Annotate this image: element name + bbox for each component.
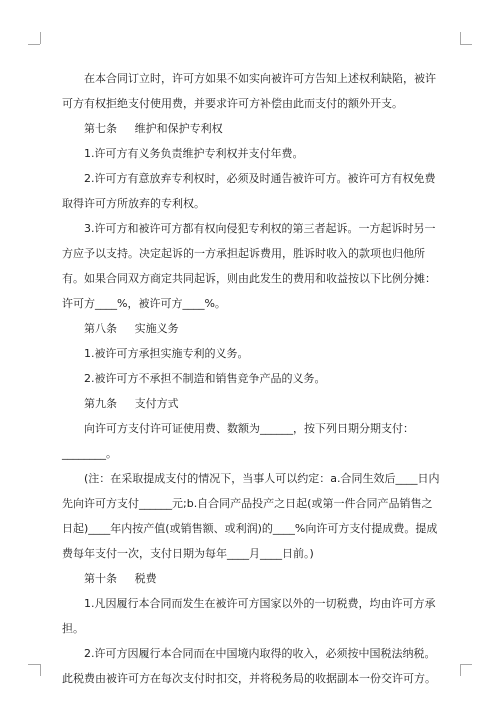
paragraph: 1.凡因履行本合同而发生在被许可方国家以外的一切税费，均由许可方承担。 [62, 597, 436, 635]
paragraph: 2.许可方因履行本合同而在中国境内取得的收入，必须按中国税法纳税。此税费由被许可方在每次支付时扣交，并将税务局的收据副本一份交许可方。 [62, 647, 436, 685]
article-title: 实施义务 [134, 322, 179, 335]
paragraph: 1.许可方有义务负责维护专利权并支付年费。 [84, 147, 304, 160]
paragraph: 2.许可方有意放弃专利权时，必须及时通告被许可方。被许可方有权免费取得许可方所放弃的专利权。 [62, 172, 436, 210]
paragraph: 3.许可方和被许可方都有权向侵犯专利权的第三者起诉。一方起诉时另一方应予以支持。决定起诉的一方承担起诉费用，胜诉时收入的款项也归他所有。如果合同双方商定共同起诉，则由此发生的费用和收益按以下比例分摊：许可方____%，被许可方____%。 [62, 222, 436, 310]
paragraph: 1.被许可方承担实施专利的义务。 [84, 347, 249, 360]
article-number: 第九条 [84, 397, 117, 410]
article-title: 税费 [134, 572, 157, 585]
paragraph: (注：在采取提成支付的情况下，当事人可以约定：a.合同生效后____日内先向许可方支付______元;b.自合同产品投产之日起(或第一件合同产品销售之日起)____年内按产值(或销售额、或利润)的____%向许可方支付提成费。提成费每年支付一次，支付日期为每年____月____日前。) [62, 472, 440, 560]
paragraph: 向许可方支付许可证使用费、数额为______，按下列日期分期支付：________。 [62, 422, 414, 460]
article-number: 第八条 [84, 322, 117, 335]
article-title: 维护和保护专利权 [134, 122, 223, 135]
paragraph: 在本合同订立时，许可方如果不如实向被许可方告知上述权利缺陷，被许可方有权拒绝支付使用费，并要求许可方补偿由此而支付的额外开支。 [62, 72, 436, 110]
article-number: 第十条 [84, 572, 117, 585]
article-heading [62, 116, 440, 141]
document-body [62, 66, 440, 691]
article-number: 第七条 [84, 122, 117, 135]
article-heading [62, 566, 440, 591]
article-title: 支付方式 [134, 397, 179, 410]
article-heading [62, 391, 440, 416]
article-heading [62, 316, 440, 341]
paragraph: 2.被许可方不承担不制造和销售竞争产品的义务。 [84, 372, 326, 385]
